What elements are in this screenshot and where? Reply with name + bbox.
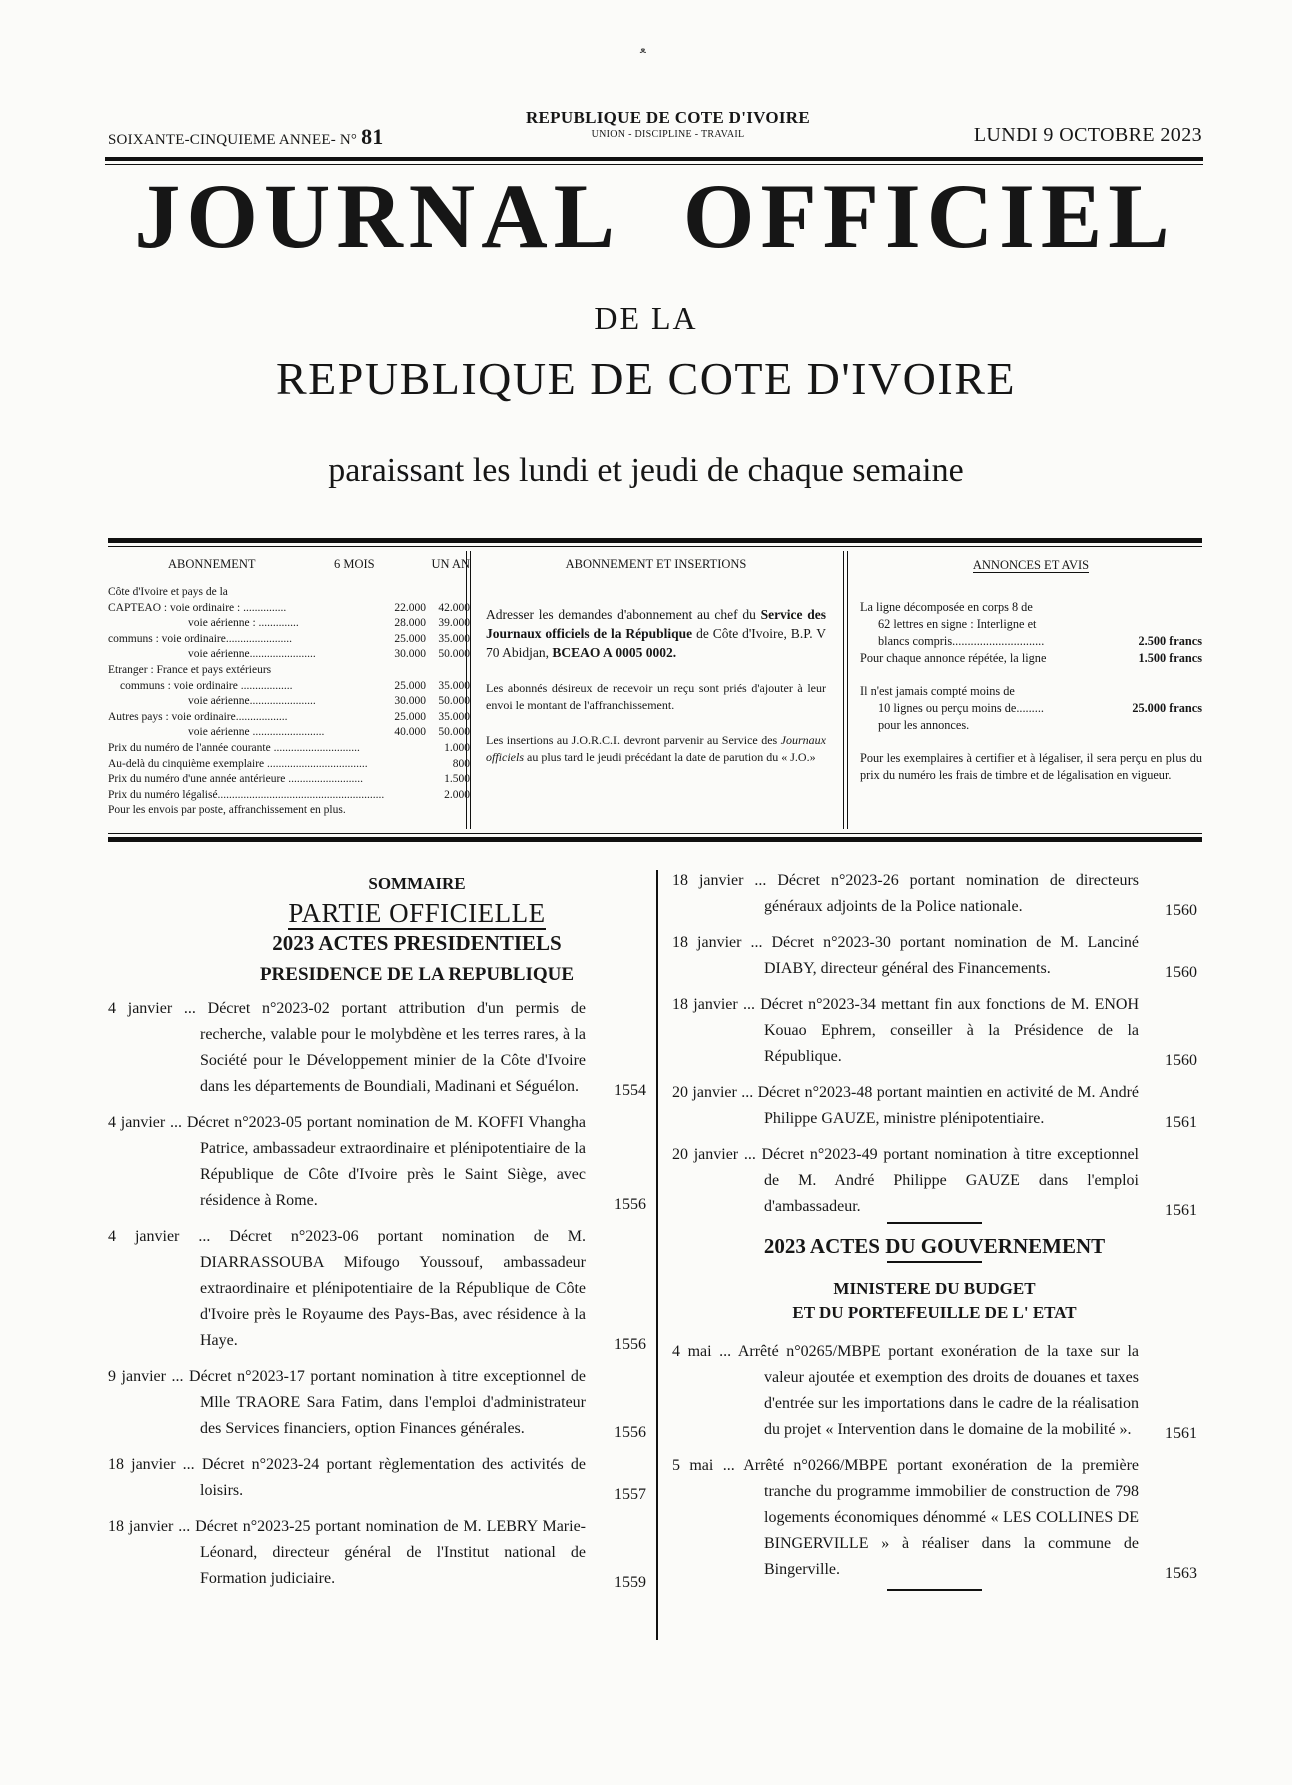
scan-mark: ﻌ <box>640 42 646 56</box>
partie-officielle-heading <box>188 898 646 929</box>
annonce-legalisation-note: Pour les exemplaires à certifier et à légaliser, il sera perçu en plus du prix du numéro les frais de timbre et de légalisation en vigueur. <box>860 751 1202 782</box>
header-rule-thick <box>105 157 1203 161</box>
section-rule <box>887 1261 982 1263</box>
title-de-la: DE LA <box>594 300 698 336</box>
country-name: REPUBLIQUE DE COTE D'IVOIRE <box>525 108 811 127</box>
entry-text: 4 janvier ... Décret n°2023-02 portant attribution d'un permis de recherche, valable pour le molybdène et les terres rares, à la Société pour le Développement minier de la Côte d'Ivoire dans les départements de Boundiali, Madinani et Séguélon. <box>108 1000 586 1095</box>
annonce-text: pour les annonces. <box>878 718 970 732</box>
insertions-header: ABONNEMENT ET INSERTIONS <box>565 557 747 571</box>
rate-un-an: 1.000 <box>444 741 470 754</box>
sommaire-entry <box>672 1339 1197 1443</box>
sommaire-entry <box>108 1514 646 1592</box>
annonce-price: 1.500 francs <box>1138 651 1202 665</box>
sommaire-right-column <box>672 868 1197 1591</box>
sommaire-entry <box>672 992 1197 1070</box>
entry-text: 18 janvier ... Décret n°2023-26 portant nomination de directeurs généraux adjoints de la Police nationale. <box>672 872 1139 915</box>
rate-row <box>108 647 470 663</box>
actes-gouvernement-heading: 2023 ACTES DU GOUVERNEMENT <box>763 1234 1106 1258</box>
masthead-topline <box>108 108 1202 156</box>
country-motto: UNION - DISCIPLINE - TRAVAIL <box>591 129 745 140</box>
sommaire-entry <box>672 930 1197 982</box>
rate-6-mois: 30.000 <box>394 648 426 661</box>
rate-un-an: 2.000 <box>444 788 470 801</box>
address-line-3: de Côte d'Ivoire, B.P. V 70 Abidjan, <box>486 626 826 660</box>
box-separator-2 <box>843 551 848 829</box>
annonces-header <box>860 557 1202 585</box>
deadline-part-1: Les insertions au J.O.R.C.I. devront parvenir au Service des <box>486 733 781 747</box>
presidence-heading: PRESIDENCE DE LA REPUBLIQUE <box>259 964 575 985</box>
entry-text: 4 janvier ... Décret n°2023-05 portant nomination de M. KOFFI Vhangha Patrice, ambassadeur extraordinaire et plénipotentiaire de la République de Côte d'Ivoire près le Saint Siège, avec résidence à Rome. <box>108 1114 586 1209</box>
deadline-part-3: au plus tard le jeudi précédant la date de parution du « J.O.» <box>524 750 816 764</box>
insertions-receipt-note: Les abonnés désireux de recevoir un reçu sont priés d'ajouter à leur envoi le montant de l'affranchissement. <box>486 681 826 712</box>
entry-page-number: 1559 <box>614 1574 646 1591</box>
rate-label: Etranger : France et pays extérieurs <box>108 663 272 676</box>
rate-label: Pour les envois par poste, affranchissement en plus. <box>108 804 346 817</box>
rate-row <box>108 694 470 710</box>
journal-title: JOURNAL OFFICIEL <box>134 165 1176 267</box>
abonnement-title: ABONNEMENT <box>168 557 256 571</box>
rate-row <box>108 663 470 679</box>
rate-row <box>108 601 470 617</box>
section-rule <box>887 1222 982 1224</box>
annonce-line <box>860 616 1202 633</box>
entry-page-number: 1556 <box>614 1336 646 1353</box>
abonnement-header <box>108 557 470 585</box>
entry-text: 20 janvier ... Décret n°2023-48 portant maintien en activité de M. André Philippe GAUZE, ministre plénipotentiaire. <box>672 1084 1139 1127</box>
rate-label: Prix du numéro d'une année antérieure .......................... <box>108 773 364 786</box>
entry-page-number: 1561 <box>1165 1114 1197 1131</box>
rate-un-an: 50.000 <box>438 726 470 739</box>
actes-presidentiels-heading: 2023 ACTES PRESIDENTIELS <box>272 931 562 955</box>
country-block <box>503 108 833 140</box>
rate-row <box>108 710 470 726</box>
gov-entry-list <box>672 1339 1197 1583</box>
annonces-rates <box>860 599 1202 784</box>
rate-un-an: 39.000 <box>438 617 470 630</box>
entry-text: 4 mai ... Arrêté n°0265/MBPE portant exonération de la taxe sur la valeur ajoutée et exemption des droits de douanes et taxes d'entrée sur les importations dans le cadre de la réalisation du projet « Intervention dans le domaine de la mobilité ». <box>672 1343 1139 1438</box>
entry-page-number: 1560 <box>1165 964 1197 981</box>
rate-6-mois: 28.000 <box>394 617 426 630</box>
title-republique: REPUBLIQUE DE COTE D'IVOIRE <box>275 353 1016 404</box>
rate-row <box>108 632 470 648</box>
rate-un-an: 800 <box>452 757 470 770</box>
annonce-price: 25.000 francs <box>1132 701 1202 715</box>
sommaire-entry <box>108 996 646 1100</box>
rate-un-an: 35.000 <box>438 632 470 645</box>
sommaire-entry <box>108 1364 646 1442</box>
rate-label: voie aérienne ......................... <box>188 726 325 739</box>
rate-row <box>108 803 470 819</box>
year-label: SOIXANTE-CINQUIEME ANNEE- N° <box>108 132 358 148</box>
ministere-line-2: ET DU PORTEFEUILLE DE L' ETAT <box>792 1303 1077 1322</box>
rate-row <box>108 741 470 757</box>
entry-page-number: 1560 <box>1165 902 1197 919</box>
right-entry-list <box>672 868 1197 1220</box>
rate-6-mois: 22.000 <box>394 601 426 614</box>
issue-date: LUNDI 9 OCTOBRE 2023 <box>973 124 1202 146</box>
subscription-box <box>108 538 1202 842</box>
rate-row <box>108 585 470 601</box>
annonce-text: blancs compris.............................. <box>878 634 1045 648</box>
rate-row <box>108 616 470 632</box>
sommaire-entry <box>672 868 1197 920</box>
entry-text: 4 janvier ... Décret n°2023-06 portant nomination de M. DIARRASSOUBA Mifougo Youssouf, ambassadeur extraordinaire et plénipotentiaire de la République de Côte d'Ivoire près le Royaume des Pays-Bas, avec résidence à la Haye. <box>108 1228 586 1349</box>
annonce-line <box>860 633 1202 650</box>
entry-text: 18 janvier ... Décret n°2023-24 portant règlementation des activités de loisirs. <box>108 1456 586 1499</box>
entry-page-number: 1560 <box>1165 1052 1197 1069</box>
address-line-4: BCEAO A 0005 0002. <box>552 645 677 660</box>
sommaire-entry <box>108 1110 646 1214</box>
rate-label: communs : voie ordinaire .................. <box>120 679 293 692</box>
annonces-column <box>860 557 1202 784</box>
rate-un-an: 50.000 <box>438 648 470 661</box>
partie-officielle-text: PARTIE OFFICIELLE <box>288 898 546 928</box>
rate-un-an: 1.500 <box>444 773 470 786</box>
rate-label: voie aérienne....................... <box>188 695 316 708</box>
rate-un-an: 42.000 <box>438 601 470 614</box>
rate-6-mois: 30.000 <box>394 695 426 708</box>
rate-label: Au-delà du cinquième exemplaire ................................... <box>108 757 368 770</box>
entry-text: 18 janvier ... Décret n°2023-34 mettant fin aux fonctions de M. ENOH Kouao Ephrem, conseiller à la Présidence de la République. <box>672 996 1139 1065</box>
header-6-mois: 6 MOIS <box>334 557 375 571</box>
ministere-line-1: MINISTERE DU BUDGET <box>833 1279 1036 1298</box>
annonce-text: 62 lettres en signe : Interligne et <box>878 617 1037 631</box>
entry-page-number: 1557 <box>614 1486 646 1503</box>
rate-label: communs : voie ordinaire....................... <box>108 632 292 645</box>
entry-page-number: 1554 <box>614 1082 646 1099</box>
issue-number: 81 <box>361 124 384 149</box>
rate-un-an: 50.000 <box>438 695 470 708</box>
address-line-1: Adresser les demandes d'abonnement au chef du <box>486 607 756 622</box>
rate-un-an: 35.000 <box>438 710 470 723</box>
deadline-part-2: Journaux officiels <box>486 733 826 764</box>
insertions-column <box>486 557 826 766</box>
annonce-line <box>860 683 1202 700</box>
address-line-2: Service des Journaux officiels de la République <box>486 607 827 641</box>
entry-page-number: 1556 <box>614 1424 646 1441</box>
insertions-deadline-note <box>486 732 826 766</box>
insertions-address <box>486 605 826 662</box>
rate-6-mois: 40.000 <box>394 726 426 739</box>
title-tagline: paraissant les lundi et jeudi de chaque semaine <box>328 452 964 489</box>
rate-6-mois: 25.000 <box>394 679 426 692</box>
entry-page-number: 1561 <box>1165 1202 1197 1219</box>
entry-page-number: 1556 <box>614 1196 646 1213</box>
rate-6-mois: 25.000 <box>394 632 426 645</box>
left-entry-list <box>108 996 646 1592</box>
end-rule <box>887 1589 982 1591</box>
annonce-line <box>860 717 1202 734</box>
annonce-text: Pour chaque annonce répétée, la ligne <box>860 651 1047 665</box>
sommaire-entry <box>108 1452 646 1504</box>
entry-text: 5 mai ... Arrêté n°0266/MBPE portant exonération de la première tranche du programme immobilier de construction de 798 logements économiques dénommé « LES COLLINES DE BINGERVILLE » à réaliser dans la commune de Bingerville. <box>672 1457 1139 1578</box>
rate-row <box>108 757 470 773</box>
column-divider <box>656 870 658 1640</box>
annonce-text: La ligne décomposée en corps 8 de <box>860 600 1033 614</box>
entry-text: 9 janvier ... Décret n°2023-17 portant nomination à titre exceptionnel de Mlle TRAORE Sara Fatim, dans l'emploi d'administrateur des Services financiers, option Finances générales. <box>108 1368 586 1437</box>
entry-page-number: 1563 <box>1165 1565 1197 1582</box>
header-un-an: UN AN <box>431 557 470 571</box>
rate-label: CAPTEAO : voie ordinaire : ............... <box>108 601 287 614</box>
sommaire-entry <box>672 1142 1197 1220</box>
annonce-line <box>860 599 1202 616</box>
entry-page-number: 1561 <box>1165 1425 1197 1442</box>
annonces-title: ANNONCES ET AVIS <box>972 558 1090 572</box>
entry-text: 20 janvier ... Décret n°2023-49 portant nomination à titre exceptionnel de M. André Philippe GAUZE dans l'emploi d'ambassadeur. <box>672 1146 1139 1215</box>
rate-label: Côte d'Ivoire et pays de la <box>108 586 228 598</box>
sommaire-entry <box>108 1224 646 1354</box>
rate-row <box>108 772 470 788</box>
annonce-price: 2.500 francs <box>1138 634 1202 648</box>
year-issue <box>108 124 383 150</box>
annonce-text: Il n'est jamais compté moins de <box>860 684 1015 698</box>
annonce-text: 10 lignes ou perçu moins de......... <box>878 701 1044 715</box>
rate-row <box>108 679 470 695</box>
sommaire-title: SOMMAIRE <box>368 874 466 893</box>
sommaire-entry <box>672 1453 1197 1583</box>
rate-label: Prix du numéro légalisé.......................................................... <box>108 788 385 801</box>
rate-label: voie aérienne : .............. <box>188 617 299 630</box>
ministere-heading <box>672 1277 1197 1325</box>
annonce-line <box>860 650 1202 667</box>
sommaire-entry <box>672 1080 1197 1132</box>
entry-text: 18 janvier ... Décret n°2023-30 portant nomination de M. Lanciné DIABY, directeur général des Financements. <box>672 934 1139 977</box>
rate-label: Prix du numéro de l'année courante .............................. <box>108 741 360 754</box>
entry-text: 18 janvier ... Décret n°2023-25 portant nomination de M. LEBRY Marie-Léonard, directeur général de l'Institut national de Formation judiciaire. <box>108 1518 586 1587</box>
rate-row <box>108 725 470 741</box>
sommaire-left-column <box>108 868 646 1592</box>
rate-un-an: 35.000 <box>438 679 470 692</box>
rate-label: voie aérienne....................... <box>188 648 316 661</box>
rate-6-mois: 25.000 <box>394 710 426 723</box>
abonnement-column <box>108 557 470 819</box>
rate-table <box>108 585 470 819</box>
rate-label: Autres pays : voie ordinaire.................. <box>108 710 288 723</box>
annonce-line <box>860 700 1202 717</box>
rate-row <box>108 788 470 804</box>
